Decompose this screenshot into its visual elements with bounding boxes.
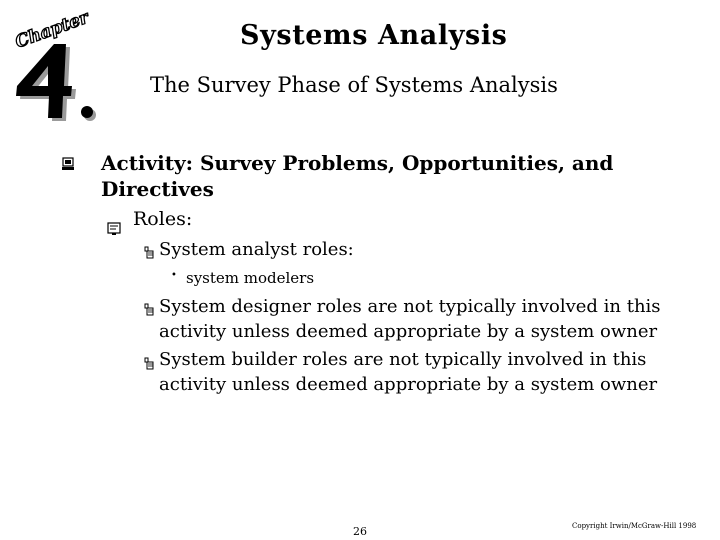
page-number: 26 — [353, 525, 367, 538]
list-item: System builder roles are not typically involved in this activity unless deemed appropriate by a system owner — [159, 349, 658, 395]
dot-bullet: • — [171, 270, 177, 281]
list-item: System designer roles are not typically involved in this activity unless deemed appropriate by a system owner — [159, 296, 661, 342]
slide-title: Systems Analysis — [240, 20, 508, 51]
slide-subtitle: The Survey Phase of Systems Analysis — [150, 73, 558, 97]
chapter-word: Chapter — [12, 7, 92, 53]
list-item: System analyst roles: — [159, 239, 354, 260]
copyright-notice: Copyright Irwin/McGraw-Hill 1998 — [572, 522, 697, 530]
list-subitem: system modelers — [186, 269, 315, 287]
computer-icon — [62, 156, 74, 170]
chapter-badge — [4, 2, 104, 130]
screen-icon — [107, 221, 121, 235]
hand-pointer-icon — [143, 303, 155, 319]
activity-heading: Activity: Survey Problems, Opportunities, and Directives — [101, 151, 614, 201]
hand-pointer-icon — [143, 357, 155, 373]
roles-label: Roles: — [133, 208, 193, 230]
hand-pointer-icon — [143, 246, 155, 262]
